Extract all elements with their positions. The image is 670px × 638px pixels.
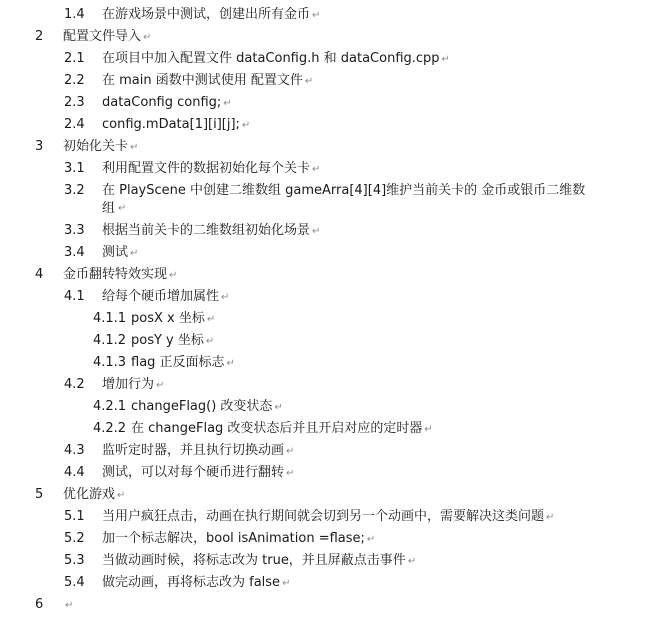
outline-number: 4.1.2: [93, 333, 127, 348]
paragraph-mark: ↵: [286, 468, 295, 479]
outline-text-content: 利用配置文件的数据初始化每个关卡: [102, 161, 311, 176]
paragraph-mark: ↵: [117, 490, 126, 501]
outline-number: 4.3: [64, 443, 85, 458]
outline-text-content: 做完动画，再将标志改为 false: [102, 575, 281, 590]
outline-item: [0, 594, 670, 616]
outline-text[interactable]: [131, 396, 283, 419]
outline-number: 5.1: [64, 509, 85, 524]
continuation-text: 组: [102, 201, 116, 216]
outline-text-content: 优化游戏: [63, 487, 116, 502]
outline-text-content: 测试: [102, 245, 129, 260]
paragraph-mark: ↵: [226, 358, 235, 369]
outline-number: 5.4: [64, 575, 85, 590]
outline-text[interactable]: [102, 48, 450, 71]
outline-text[interactable]: [102, 374, 164, 397]
paragraph-mark: ↵: [274, 402, 283, 413]
paragraph-mark: ↵: [441, 54, 450, 65]
paragraph-mark: ↵: [205, 336, 215, 347]
paragraph-mark: ↵: [118, 203, 127, 214]
outline-text[interactable]: [102, 92, 232, 115]
outline-item: [0, 484, 670, 506]
paragraph-mark: ↵: [546, 512, 555, 523]
paragraph-mark: ↵: [286, 446, 295, 457]
outline-item: [0, 506, 670, 528]
outline-number: 5.3: [64, 553, 85, 568]
outline-item-continuation: [0, 198, 670, 220]
outline-number: 4.1.3: [93, 355, 127, 370]
outline-text-content: 在项目中加入配置文件 dataConfig.h 和 dataConfig.cpp: [102, 51, 440, 66]
paragraph-mark: ↵: [223, 98, 232, 109]
outline-text[interactable]: [102, 462, 294, 485]
outline-text[interactable]: [102, 506, 554, 529]
outline-item: [0, 440, 670, 462]
outline-text-content: 初始化关卡: [63, 139, 129, 154]
outline-number: 3.3: [64, 223, 85, 238]
outline-text-content: 金币翻转特效实现: [63, 267, 168, 282]
paragraph-mark: ↵: [169, 270, 178, 281]
paragraph-mark: ↵: [206, 314, 216, 325]
paragraph-mark: ↵: [156, 380, 165, 391]
outline-number: 6: [35, 597, 44, 612]
outline-number: 2.3: [64, 95, 85, 110]
outline-item: [0, 572, 670, 594]
outline-text-content: 当用户疯狂点击，动画在执行期间就会切到另一个动画中，需要解决这类问题: [102, 509, 545, 524]
outline-text[interactable]: [63, 136, 138, 159]
outline-number: 4.2.1: [93, 399, 127, 414]
paragraph-mark: ↵: [366, 534, 376, 545]
outline-number: 2.1: [64, 51, 85, 66]
outline-number: 3.4: [64, 245, 85, 260]
outline-text[interactable]: [131, 418, 433, 441]
outline-item: [0, 220, 670, 242]
outline-item: [0, 462, 670, 484]
paragraph-mark: ↵: [241, 120, 251, 131]
outline-number: 4.2.2: [93, 421, 127, 436]
outline-text-content: dataConfig config;: [102, 95, 222, 110]
outline-number: 2.2: [64, 73, 85, 88]
outline-item: [0, 114, 670, 136]
paragraph-mark: ↵: [282, 578, 291, 589]
outline-item: [0, 418, 670, 440]
paragraph-mark: ↵: [130, 248, 139, 259]
outline-text-content: 测试，可以对每个硬币进行翻转: [102, 465, 285, 480]
outline-text-content: 在 PlayScene 中创建二维数组 gameArra[4][4]维护当前关卡的 金币或银币二维数: [102, 183, 586, 198]
outline-text[interactable]: [63, 26, 151, 49]
outline-item: [0, 70, 670, 92]
outline-text[interactable]: [102, 158, 320, 181]
outline-text-content: 增加行为: [102, 377, 155, 392]
paragraph-mark: ↵: [143, 32, 152, 43]
outline-number: 1.4: [64, 7, 85, 22]
outline-text[interactable]: [63, 594, 73, 617]
outline-item: [0, 158, 670, 180]
outline-item: [0, 26, 670, 48]
outline-item: [0, 374, 670, 396]
outline-number: 4.1: [64, 289, 85, 304]
outline-number: 2: [35, 29, 44, 44]
outline-text[interactable]: [102, 440, 294, 463]
outline-text-content: 在 main 函数中测试使用 配置文件: [102, 73, 303, 88]
paragraph-mark: ↵: [65, 600, 74, 611]
paragraph-mark: ↵: [221, 292, 230, 303]
outline-text[interactable]: [102, 286, 229, 309]
outline-item: [0, 286, 670, 308]
paragraph-mark: ↵: [424, 424, 433, 435]
outline-text[interactable]: [102, 528, 375, 551]
outline-number: 4: [35, 267, 44, 282]
outline-text-content: 在游戏场景中测试，创建出所有金币: [102, 7, 311, 22]
outline-text-content: 给每个硬币增加属性: [102, 289, 220, 304]
outline-text[interactable]: [131, 352, 235, 375]
outline-number: 5.2: [64, 531, 85, 546]
outline-item: [0, 92, 670, 114]
outline-text[interactable]: [102, 114, 250, 137]
outline-text-content: 根据当前关卡的二维数组初始化场景: [102, 223, 311, 238]
outline-item: [0, 264, 670, 286]
outline-text[interactable]: [102, 220, 320, 243]
outline-number: 4.1.1: [93, 311, 127, 326]
outline-text[interactable]: [102, 550, 416, 573]
outline-text-content: changeFlag() 改变状态: [131, 399, 273, 414]
outline-text-content: 配置文件导入: [63, 29, 142, 44]
outline-text-content: 监听定时器，并且执行切换动画: [102, 443, 285, 458]
paragraph-mark: ↵: [407, 556, 417, 567]
outline-text[interactable]: [102, 572, 290, 595]
outline-item: [0, 308, 670, 330]
outline-item: [0, 528, 670, 550]
outline-text[interactable]: [131, 330, 214, 353]
outline-text[interactable]: [63, 484, 125, 507]
outline-number: 2.4: [64, 117, 85, 132]
outline-item: [0, 4, 670, 26]
paragraph-mark: ↵: [312, 164, 321, 175]
outline-text-content: posY y 坐标: [131, 333, 204, 348]
outline-text[interactable]: [102, 4, 320, 27]
outline-item: [0, 396, 670, 418]
outline-number: 3.2: [64, 183, 85, 198]
paragraph-mark: ↵: [312, 226, 321, 237]
outline-item: [0, 550, 670, 572]
outline-text-content: posX x 坐标: [131, 311, 205, 326]
outline-text-content: flag 正反面标志: [131, 355, 225, 370]
outline-text[interactable]: [102, 242, 138, 265]
paragraph-mark: ↵: [312, 10, 321, 21]
outline-text-content: 在 changeFlag 改变状态后并且开启对应的定时器: [131, 421, 423, 436]
outline-text[interactable]: [63, 264, 177, 287]
outline-number: 4.2: [64, 377, 85, 392]
outline-item: [0, 136, 670, 158]
outline-text-content: 加一个标志解决，bool isAnimation =flase;: [102, 531, 365, 546]
outline-text[interactable]: [102, 70, 313, 93]
outline-text-content: 当做动画时候，将标志改为 true，并且屏蔽点击事件: [102, 553, 406, 568]
outline-item: [0, 330, 670, 352]
outline-item: [0, 352, 670, 374]
paragraph-mark: ↵: [304, 76, 314, 87]
outline-text[interactable]: [131, 308, 215, 331]
outline-number: 5: [35, 487, 44, 502]
outline-number: 3: [35, 139, 44, 154]
outline-number: 4.4: [64, 465, 85, 480]
outline-text-content: config.mData[1][i][j];: [102, 117, 240, 132]
outline-item: [0, 48, 670, 70]
outline-item: [0, 242, 670, 264]
paragraph-mark: ↵: [130, 142, 139, 153]
outline-number: 3.1: [64, 161, 85, 176]
